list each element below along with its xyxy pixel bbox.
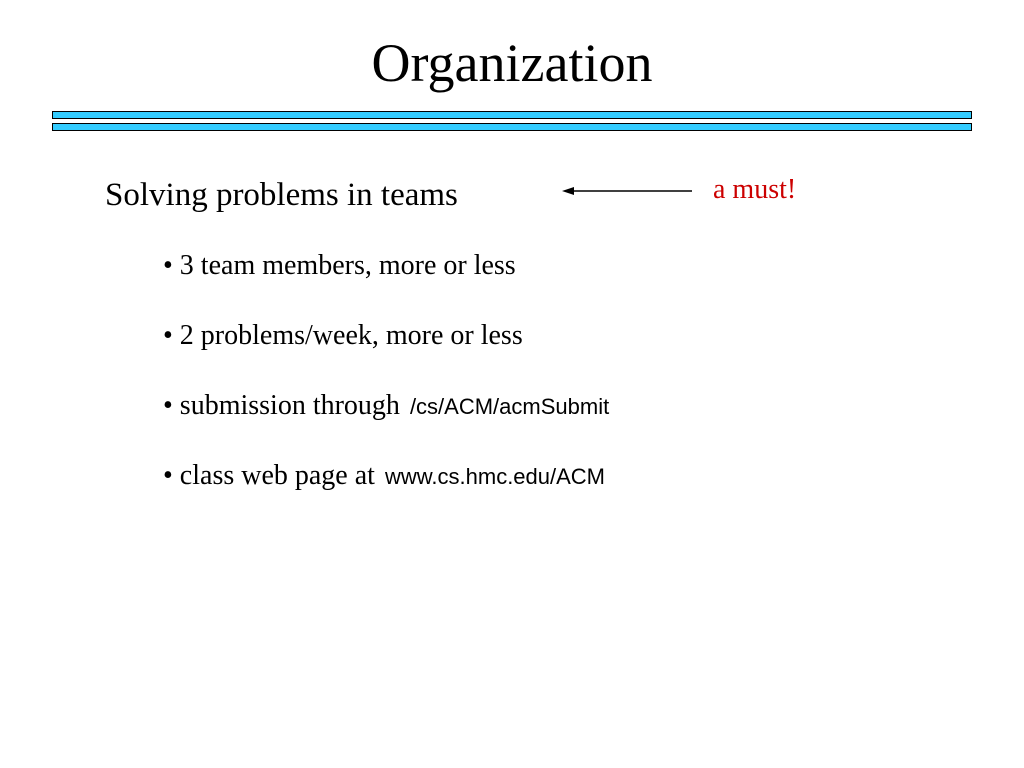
list-item	[163, 458, 609, 494]
submit-path: /cs/ACM/acmSubmit	[409, 394, 610, 419]
section-heading: Solving problems in teams	[105, 177, 458, 213]
bullet-text: • 3 team members, more or less	[163, 250, 516, 281]
bullet-text: • submission through	[163, 390, 400, 421]
bullet-text: • 2 problems/week, more or less	[163, 320, 523, 351]
title-underline-bottom	[52, 123, 972, 131]
bullet-text: • class web page at	[163, 460, 375, 491]
left-arrow-icon	[560, 183, 694, 199]
list-item	[163, 388, 609, 424]
emphasis-note: a must!	[713, 174, 797, 205]
class-web-url: www.cs.hmc.edu/ACM	[384, 464, 606, 489]
bullet-list	[163, 248, 609, 528]
title-underline-top	[52, 111, 972, 119]
list-item	[163, 248, 609, 284]
slide-title: Organization	[371, 33, 653, 93]
list-item	[163, 318, 609, 354]
